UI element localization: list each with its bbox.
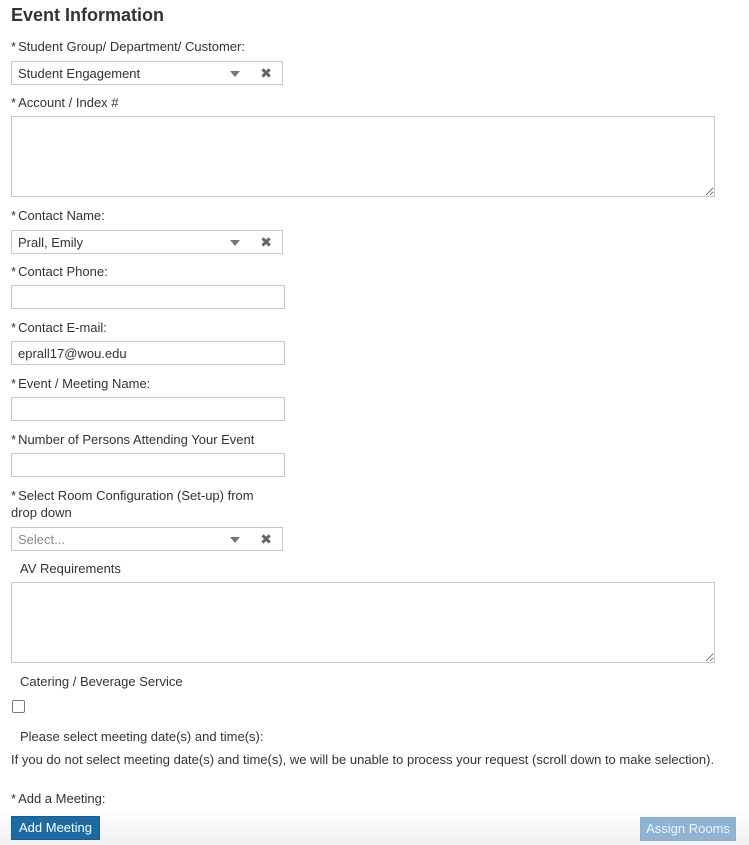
chevron-down-icon[interactable] xyxy=(230,537,240,543)
contact-phone-label xyxy=(11,263,108,280)
assign-rooms-button[interactable]: Assign Rooms xyxy=(640,817,736,841)
meeting-note: If you do not select meeting date(s) and time(s), we will be unable to process your request (scroll down to make selection). xyxy=(11,752,715,767)
contact-name-label xyxy=(11,207,105,224)
contact-email-label xyxy=(11,319,107,336)
required-marker: * xyxy=(11,488,17,503)
clear-icon[interactable]: ✖ xyxy=(260,531,272,547)
required-marker: * xyxy=(11,95,17,110)
contact-name-value: Prall, Emily xyxy=(18,235,84,250)
num-persons-input[interactable] xyxy=(11,453,285,477)
room-config-label-line1: Select Room Configuration (Set-up) from xyxy=(18,488,254,503)
add-meeting-label-text: Add a Meeting: xyxy=(18,791,106,806)
student-group-label xyxy=(11,38,245,55)
account-index-textarea[interactable] xyxy=(11,116,715,197)
av-requirements-label: AV Requirements xyxy=(20,561,121,576)
room-config-label xyxy=(11,487,254,521)
chevron-down-icon[interactable] xyxy=(230,240,240,246)
account-index-label-text: Account / Index # xyxy=(18,95,119,110)
room-config-placeholder: Select... xyxy=(18,532,65,547)
event-name-label xyxy=(11,375,150,392)
contact-phone-input[interactable] xyxy=(11,285,285,309)
contact-name-select[interactable] xyxy=(11,230,283,254)
required-marker: * xyxy=(11,264,17,279)
av-requirements-textarea[interactable] xyxy=(11,582,715,663)
room-config-label-line2: drop down xyxy=(11,505,72,520)
meeting-prompt: Please select meeting date(s) and time(s): xyxy=(20,729,264,744)
student-group-value: Student Engagement xyxy=(18,66,141,81)
footer-bar xyxy=(0,808,749,845)
add-meeting-button[interactable]: Add Meeting xyxy=(11,816,100,840)
chevron-down-icon[interactable] xyxy=(230,71,240,77)
account-index-label xyxy=(11,94,119,111)
clear-icon[interactable]: ✖ xyxy=(260,234,272,250)
student-group-label-text: Student Group/ Department/ Customer: xyxy=(18,39,245,54)
required-marker: * xyxy=(11,39,17,54)
catering-label: Catering / Beverage Service xyxy=(20,674,183,689)
event-name-input[interactable] xyxy=(11,397,285,421)
contact-email-label-text: Contact E-mail: xyxy=(18,320,107,335)
required-marker: * xyxy=(11,432,17,447)
room-config-select[interactable] xyxy=(11,527,283,551)
required-marker: * xyxy=(11,376,17,391)
page-title: Event Information xyxy=(11,5,165,25)
event-name-label-text: Event / Meeting Name: xyxy=(18,376,151,391)
required-marker: * xyxy=(11,208,17,223)
contact-name-label-text: Contact Name: xyxy=(18,208,105,223)
add-meeting-label xyxy=(11,790,106,807)
num-persons-label-text: Number of Persons Attending Your Event xyxy=(18,432,255,447)
contact-phone-label-text: Contact Phone: xyxy=(18,264,108,279)
required-marker: * xyxy=(11,320,17,335)
required-marker: * xyxy=(11,791,17,806)
catering-checkbox[interactable] xyxy=(12,700,25,713)
student-group-select[interactable] xyxy=(11,61,283,85)
contact-email-input[interactable] xyxy=(11,341,285,365)
clear-icon[interactable]: ✖ xyxy=(260,65,272,81)
num-persons-label xyxy=(11,431,254,448)
